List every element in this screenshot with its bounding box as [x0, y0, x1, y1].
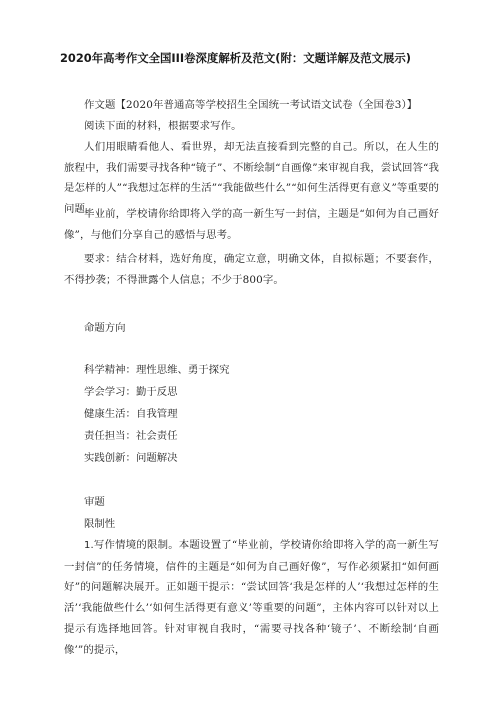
direction-item: 学会学习：勤于反思	[84, 386, 178, 398]
requirements-paragraph: 要求：结合材料，选好角度，确定立意，明确文体，自拟标题；不要套作，不得抄袭；不得泄露个人信息；不少于800字。	[64, 253, 439, 286]
analysis-number: 1.	[84, 540, 94, 551]
direction-heading: 命题方向	[84, 322, 126, 334]
analysis-text: 写作情境的限制。本题设置了“毕业前，学校请你给即将入学的高一新生写一封信”的任务情境，信件的主题是“如何为自己画好像”，写作必须紧扣“如何画好”的问题解决展开。正如题干提示：“尝试回答‘我是怎样的人’‘我想过怎样的生活’‘我能做些什么’‘如何生活得更有意义’等重要的问题”，主体内容可以针对以上提示有选择地回答。针对审视自我时，“需要寻找各种‘镜子’、不断绘制‘自画像’”的提示，	[64, 539, 439, 656]
task-heading: 作文题【2020年普通高等学校招生全国统一考试语文试卷（全国卷3）】	[84, 99, 418, 111]
document-title: 2020年高考作文全国III卷深度解析及范文(附：文题详解及范文展示)	[60, 51, 411, 65]
review-heading: 审题	[84, 496, 105, 508]
direction-item: 科学精神：理性思维、勇于探究	[84, 364, 230, 376]
direction-item: 健康生活：自我管理	[84, 408, 178, 420]
instruction-text: 阅读下面的材料，根据要求写作。	[84, 120, 242, 132]
material-paragraph-2: 毕业前，学校请你给即将入学的高一新生写一封信，主题是“如何为自己画好像”，与他们分享自己的感悟与思考。	[64, 208, 439, 241]
material-paragraph-1: 人们用眼睛看他人、看世界，却无法直接看到完整的自己。所以，在人生的旅程中，我们需要寻找各种“镜子”、不断绘制“自画像”来审视自我，尝试回答“我是怎样的人”“我想过怎样的生活”“我能做些什么”“如何生活得更有意义”等重要的问题。	[64, 141, 439, 216]
direction-item: 实践创新：问题解决	[84, 452, 178, 464]
direction-item: 责任担当：社会责任	[84, 430, 178, 442]
analysis-paragraph-1	[64, 535, 439, 660]
limit-heading: 限制性	[84, 518, 116, 530]
